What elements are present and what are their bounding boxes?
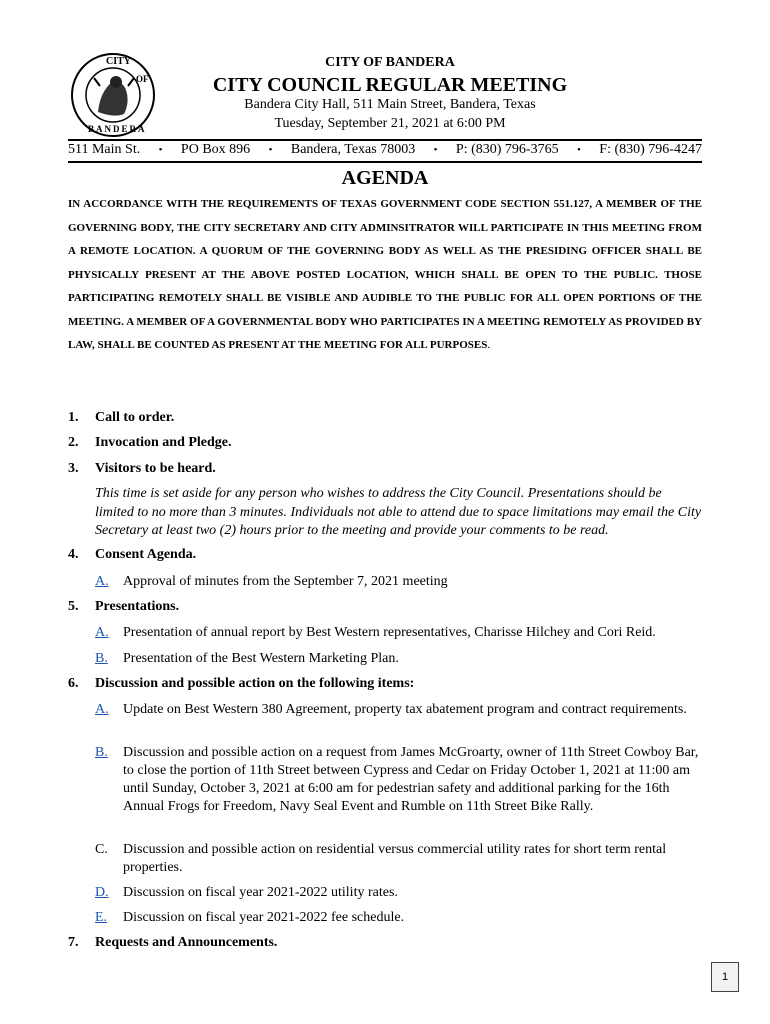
- meeting-datetime: Tuesday, September 21, 2021 at 6:00 PM: [274, 116, 506, 131]
- consent-item-a: [95, 573, 702, 591]
- contact-fax: F: (830) 796-4247: [599, 142, 702, 157]
- city-seal-logo: [70, 52, 156, 138]
- item-label: Discussion and possible action on the following items:: [95, 676, 415, 691]
- contact-po-box: PO Box 896: [180, 142, 251, 157]
- item-label: Call to order.: [95, 410, 175, 425]
- item-link[interactable]: A.: [95, 702, 109, 717]
- agenda-item-2: [68, 435, 232, 451]
- agenda-title: AGENDA: [341, 167, 429, 189]
- item-link[interactable]: A.: [95, 574, 109, 589]
- svg-text:CITY: CITY: [106, 56, 132, 67]
- agenda-item-7: [68, 935, 277, 951]
- item-label: Presentations.: [95, 599, 180, 614]
- item-letter: C.: [95, 842, 108, 857]
- item-link[interactable]: A.: [95, 625, 109, 640]
- item-text: Presentation of annual report by Best Western representatives, Charisse Hilchey and Cori Reid.: [123, 625, 656, 640]
- discussion-item-e: [95, 909, 702, 927]
- item-text: Approval of minutes from the September 7, 2021 meeting: [123, 574, 448, 589]
- remote-participation-notice: [68, 193, 702, 358]
- separator-bullet: •: [577, 144, 581, 156]
- item-text: Discussion and possible action on a request from James McGroarty, owner of 11th Street Cowboy Bar, to close the portion of 11th Street between Cypress and Cedar on Friday October 1, 2021 at 11:00 am until Sunday, October 3, 2021 at 6:00 am for pedestrian safety and additional parking for the 16th Annual Frogs for Freedom, Navy Seal Event and Rumble on 11th Street Bike Rally.: [123, 745, 699, 814]
- contact-bar: [68, 142, 702, 158]
- item-number: 1.: [68, 410, 79, 425]
- item-label: Visitors to be heard.: [95, 461, 216, 476]
- separator-bullet: •: [268, 144, 273, 156]
- discussion-item-c: [95, 841, 702, 877]
- item-number: 6.: [68, 676, 79, 691]
- agenda-item-3: [68, 461, 216, 477]
- header-rule-top: [68, 139, 702, 141]
- item-label: Consent Agenda.: [95, 547, 197, 562]
- agenda-item-1: [68, 410, 174, 426]
- presentation-item-a: [95, 624, 702, 642]
- item-link[interactable]: E.: [95, 910, 108, 925]
- item-number: 5.: [68, 599, 79, 614]
- header-rule-bottom: [68, 161, 702, 163]
- contact-city: Bandera, Texas 78003: [290, 142, 416, 157]
- item-number: 3.: [68, 461, 79, 476]
- separator-bullet: •: [433, 144, 438, 156]
- item-number: 2.: [68, 435, 79, 450]
- agenda-item-4: [68, 547, 196, 563]
- item-number: 7.: [68, 935, 79, 950]
- presentation-item-b: [95, 650, 702, 668]
- agenda-item-6: [68, 676, 414, 692]
- svg-text:BANDERA: BANDERA: [88, 124, 147, 134]
- agenda-item-5: [68, 599, 179, 615]
- meeting-title: CITY COUNCIL REGULAR MEETING: [212, 74, 568, 96]
- discussion-item-a: [95, 701, 702, 719]
- item-link[interactable]: B.: [95, 651, 108, 666]
- contact-phone: P: (830) 796-3765: [455, 142, 559, 157]
- separator-bullet: •: [158, 144, 163, 156]
- meeting-address: Bandera City Hall, 511 Main Street, Bandera, Texas: [244, 97, 536, 112]
- svg-text:OF: OF: [136, 74, 149, 84]
- item-link[interactable]: B.: [95, 745, 108, 760]
- visitors-note: This time is set aside for any person who wishes to address the City Council. Presentations should be limited to no more than 3 minutes. Individuals not able to attend due to space limitations may email the City Secretary at least two (2) hours prior to the meeting and provide your comments to be read.: [95, 486, 702, 538]
- item-text: Discussion and possible action on residential versus commercial utility rates for short term rental properties.: [123, 842, 667, 875]
- item-label: Requests and Announcements.: [95, 935, 278, 950]
- discussion-item-b: [95, 744, 702, 816]
- item-text: Discussion on fiscal year 2021-2022 fee schedule.: [123, 910, 405, 925]
- item-text: Update on Best Western 380 Agreement, property tax abatement program and contract requirements.: [123, 702, 687, 717]
- item-number: 4.: [68, 547, 79, 562]
- notice-period: .: [487, 339, 491, 351]
- item-label: Invocation and Pledge.: [95, 435, 232, 450]
- city-name: CITY OF BANDERA: [325, 55, 455, 70]
- item-text: Presentation of the Best Western Marketing Plan.: [123, 651, 399, 666]
- notice-text: IN ACCORDANCE WITH THE REQUIREMENTS OF TEXAS GOVERNMENT CODE SECTION 551.127, A MEMBER OF THE GOVERNING BODY, THE CITY SECRETARY AND CITY ADMINSITRATOR WILL PARTICIPATE IN THIS MEETING FROM A REMOTE LOCATION. A QUORUM OF THE GOVERNING BODY AS WELL AS THE PRESIDING OFFICER SHALL BE PHYSICALLY PRESENT AT THE ABOVE POSTED LOCATION, WHICH SHALL BE OPEN TO THE PUBLIC. THOSE PARTICIPATING REMOTELY SHALL BE VISIBLE AND AUDIBLE TO THE PUBLIC FOR ALL OPEN PORTIONS OF THE MEETING. A MEMBER OF A GOVERNMENTAL BODY WHO PARTICIPATES IN A MEETING REMOTELY AS PROVIDED BY LAW, SHALL BE COUNTED AS PRESENT AT THE MEETING FOR ALL PURPOSES: [68, 198, 702, 351]
- item-link[interactable]: D.: [95, 885, 109, 900]
- page-number: 1: [711, 962, 739, 992]
- contact-street: 511 Main St.: [68, 142, 141, 157]
- item-text: Discussion on fiscal year 2021-2022 utility rates.: [123, 885, 398, 900]
- discussion-item-d: [95, 884, 702, 902]
